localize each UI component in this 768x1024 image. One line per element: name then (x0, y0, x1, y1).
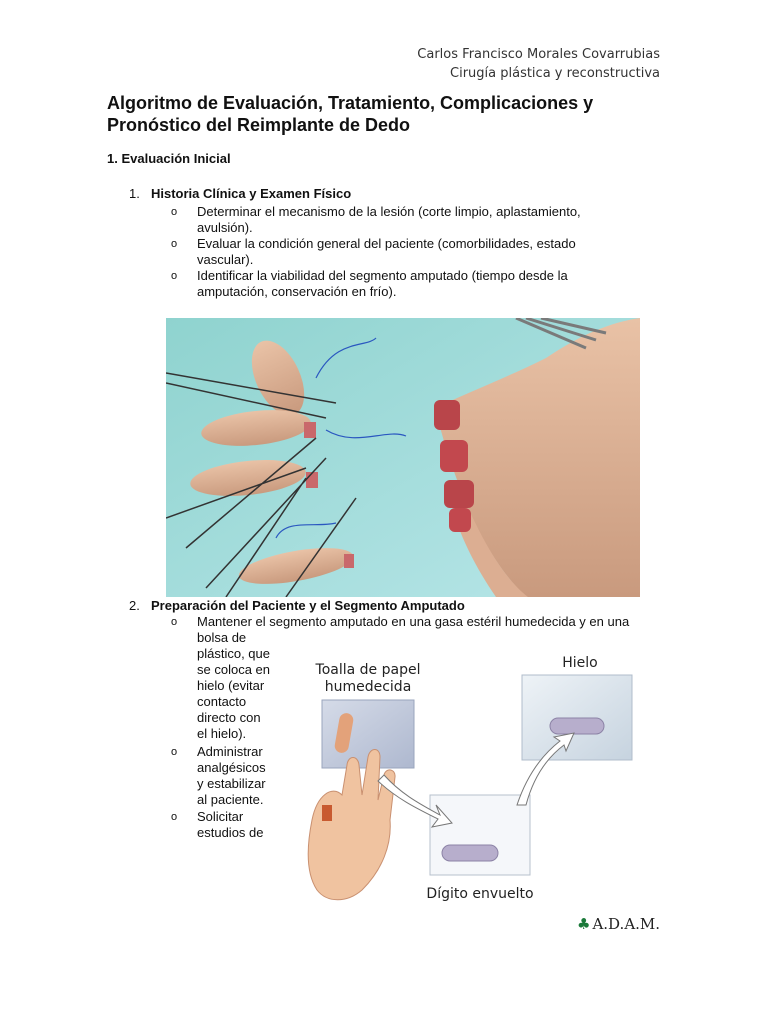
list-number: 2. (129, 598, 140, 613)
bullet-text: directo con (197, 710, 261, 725)
finger-stump (322, 805, 332, 821)
page-header (417, 45, 660, 83)
bullet-text: Solicitar (197, 809, 244, 824)
bullet-text: avulsión). (197, 220, 253, 235)
bullet-glyph: o (171, 238, 178, 250)
list-item (171, 268, 627, 300)
hand (308, 750, 395, 900)
label-ice: Hielo (562, 655, 598, 671)
bullet-text: y estabilizar (197, 776, 266, 791)
surgical-photo (166, 318, 640, 597)
list-item (171, 236, 627, 268)
wrapped-digit-bag (430, 795, 530, 875)
bullet-text: analgésicos (197, 760, 266, 775)
label-towel-line1: Toalla de papel (315, 662, 421, 678)
author-specialty: Cirugía plástica y reconstructiva (450, 66, 660, 81)
adam-credit (577, 915, 660, 933)
list-item (171, 744, 287, 808)
bullet-text: amputación, conservación en frío). (197, 284, 397, 299)
bullet-text: plástico, que (197, 646, 270, 661)
digit-on-ice (550, 718, 604, 734)
section-heading: 1. Evaluación Inicial (107, 151, 231, 166)
adam-leaf-icon: ♣ (577, 915, 591, 933)
bullet-glyph: o (171, 746, 178, 758)
bullet-text: Evaluar la condición general del paciente (comorbilidades, estado (197, 236, 576, 251)
bullet-glyph: o (171, 616, 178, 628)
adam-logo-text: A.D.A.M. (592, 915, 661, 933)
bullet-glyph: o (171, 811, 178, 823)
bullet-text: Mantener el segmento amputado en una gasa estéril humedecida y en una (197, 614, 630, 629)
bullet-text: hielo (evitar (197, 678, 265, 693)
finger-preservation-illustration (292, 645, 672, 935)
bullet-text: Administrar (197, 744, 263, 759)
author-name: Carlos Francisco Morales Covarrubias (417, 47, 660, 62)
bullet-glyph: o (171, 270, 178, 282)
bullet-text: Identificar la viabilidad del segmento amputado (tiempo desde la (197, 268, 568, 283)
bullet-text: bolsa de (197, 630, 247, 645)
bullet-text: vascular). (197, 252, 254, 267)
bullet-glyph: o (171, 206, 178, 218)
bullet-text: contacto (197, 694, 247, 709)
label-towel-line2: humedecida (324, 679, 412, 695)
list-number: 1. (129, 186, 140, 201)
bullet-text: el hielo). (197, 726, 247, 741)
document-title: Algoritmo de Evaluación, Tratamiento, Complicaciones y Pronóstico del Reimplante de Dedo (107, 93, 594, 135)
bullet-text: se coloca en (197, 662, 270, 677)
list-item-title: Historia Clínica y Examen Físico (151, 186, 352, 201)
list-item-2-heading (129, 598, 465, 614)
bullet-text: estudios de (197, 825, 264, 840)
label-wrapped-digit: Dígito envuelto (426, 886, 534, 902)
list-item-title: Preparación del Paciente y el Segmento Amputado (151, 598, 465, 613)
list-item (171, 809, 287, 841)
list-item-1-heading (129, 186, 351, 202)
bullet-text: Determinar el mecanismo de la lesión (corte limpio, aplastamiento, (197, 204, 581, 219)
list-item (171, 204, 627, 236)
bullet-text: al paciente. (197, 792, 264, 807)
wrapped-digit (442, 845, 498, 861)
